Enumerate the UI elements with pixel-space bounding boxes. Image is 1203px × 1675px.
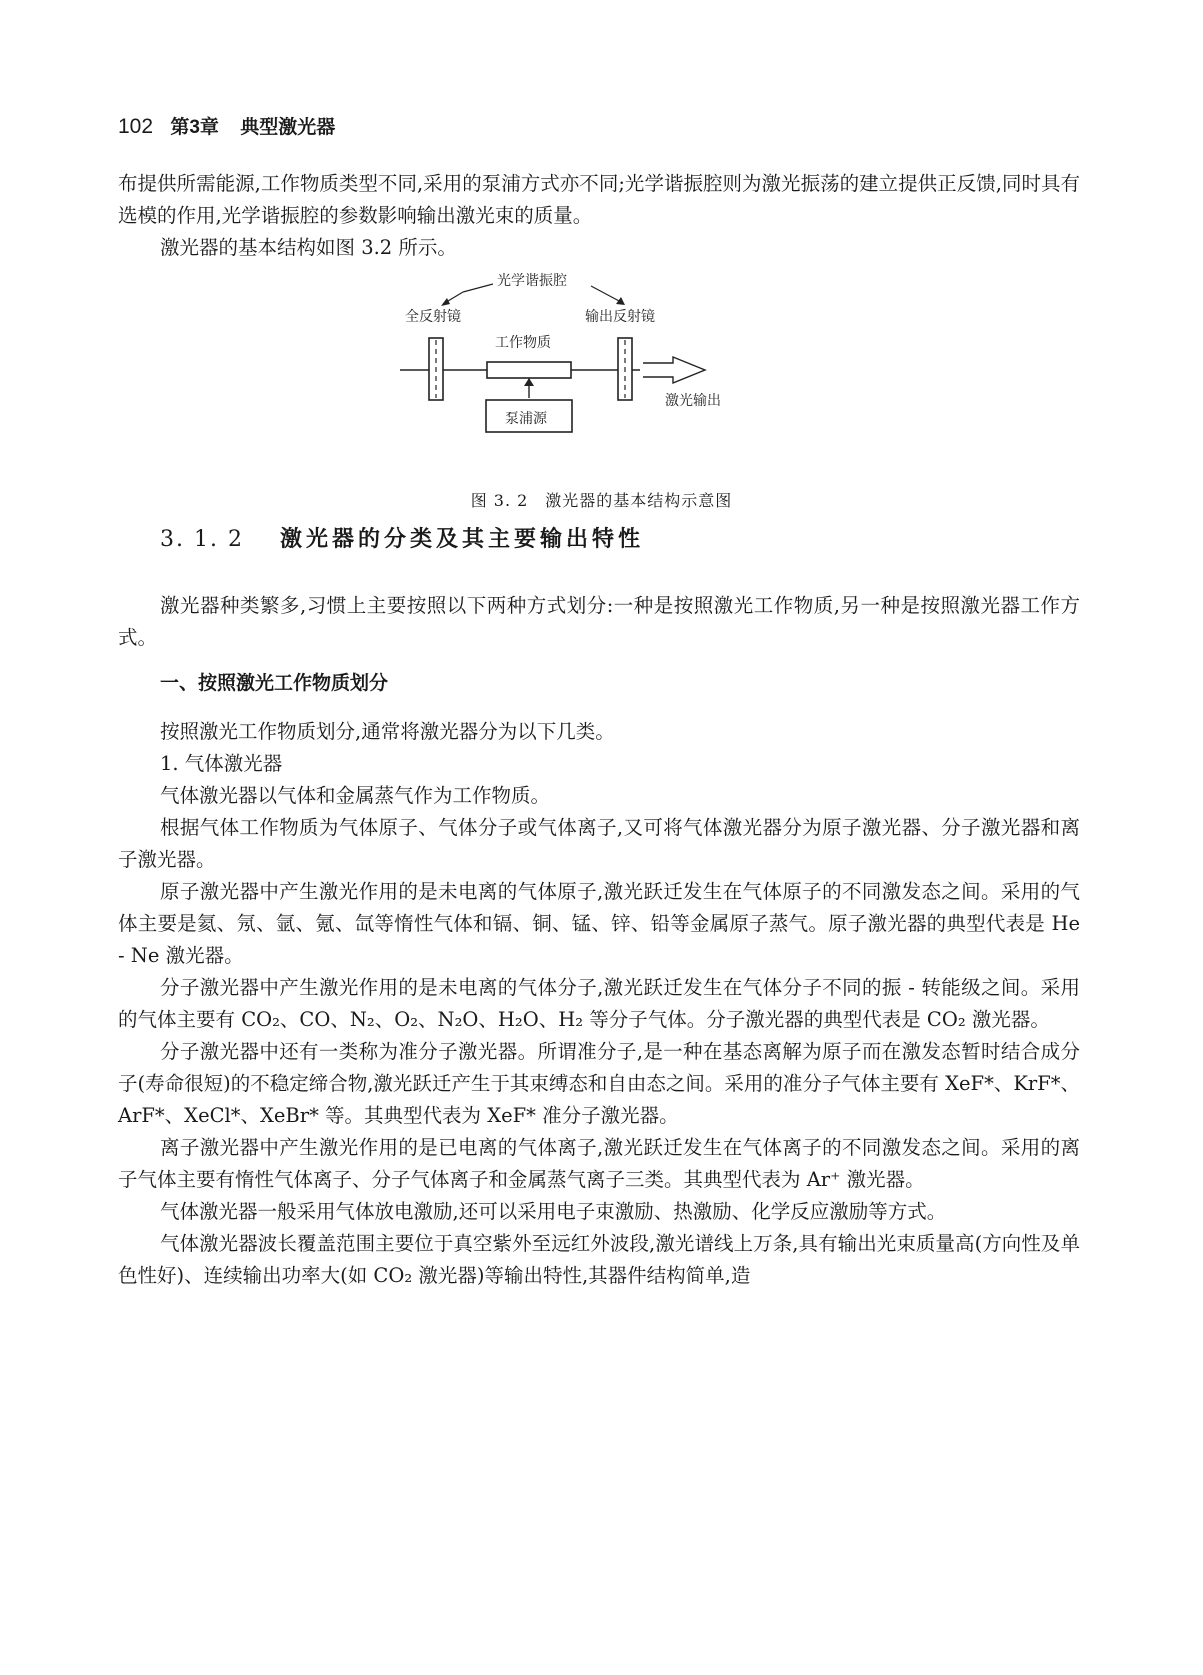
paragraph: 气体激光器波长覆盖范围主要位于真空紫外至远红外波段,激光谱线上万条,具有输出光束质量高(方向性及单色性好)、连续输出功率大(如 CO₂ 激光器)等输出特性,其器件结构简单,造 [118, 1232, 1080, 1287]
laser-output-arrow [643, 357, 705, 383]
label-resonator: 光学谐振腔 [497, 273, 567, 289]
paragraph: 激光器的基本结构如图 3.2 所示。 [160, 236, 457, 259]
chapter-title: 典型激光器 [240, 117, 336, 138]
paragraph: 布提供所需能源,工作物质类型不同,采用的泵浦方式亦不同;光学谐振腔则为激光振荡的建立提供正反馈,同时具有选模的作用,光学谐振腔的参数影响输出激光束的质量。 [118, 172, 1080, 227]
section-number: 3. 1. 2 [160, 527, 244, 552]
intro-text [118, 168, 1080, 264]
label-full-mirror: 全反射镜 [405, 309, 461, 325]
chapter-number: 第3章 [170, 117, 219, 138]
gain-medium [487, 362, 571, 378]
paragraph: 气体激光器一般采用气体放电激励,还可以采用电子束激励、热激励、化学反应激励等方式。 [160, 1200, 947, 1223]
paragraph: 根据气体工作物质为气体原子、气体分子或气体离子,又可将气体激光器分为原子激光器、分子激光器和离子激光器。 [118, 816, 1080, 871]
paragraph: 1. 气体激光器 [160, 752, 283, 775]
figure-caption: 图 3. 2 激光器的基本结构示意图 [470, 491, 733, 510]
label-output: 激光输出 [665, 393, 721, 409]
label-output-mirror: 输出反射镜 [585, 309, 655, 325]
page-number: 102 [118, 115, 154, 138]
label-medium: 工作物质 [495, 335, 551, 351]
section-intro: 激光器种类繁多,习惯上主要按照以下两种方式划分:一种是按照激光工作物质,另一种是按照激光器工作方式。 [118, 594, 1080, 649]
paragraph: 原子激光器中产生激光作用的是未电离的气体原子,激光跃迁发生在气体原子的不同激发态之间。采用的气体主要是氦、氖、氩、氪、氙等惰性气体和镉、铜、锰、锌、铅等金属原子蒸气。原子激光器的典型代表是 He - Ne 激光器。 [118, 880, 1080, 967]
section-heading [160, 522, 644, 553]
paragraph: 分子激光器中还有一类称为准分子激光器。所谓准分子,是一种在基态离解为原子而在激发态暂时结合成分子(寿命很短)的不稳定缔合物,激光跃迁产生于其束缚态和自由态之间。采用的准分子气体主要有 XeF*、KrF*、ArF*、XeCl*、XeBr* 等。其典型代表为 XeF* 准分子激光器。 [118, 1040, 1080, 1127]
subheading: 一、按照激光工作物质划分 [160, 672, 389, 694]
paragraph: 按照激光工作物质划分,通常将激光器分为以下几类。 [160, 720, 615, 743]
page-header [118, 112, 335, 139]
label-pump: 泵浦源 [505, 411, 547, 427]
paragraph: 气体激光器以气体和金属蒸气作为工作物质。 [160, 784, 551, 807]
paragraph: 离子激光器中产生激光作用的是已电离的气体离子,激光跃迁发生在气体离子的不同激发态之间。采用的离子气体主要有惰性气体离子、分子气体离子和金属蒸气离子三类。其典型代表为 Ar⁺ 激光器。 [118, 1136, 1080, 1191]
section-title: 激光器的分类及其主要输出特性 [279, 527, 644, 552]
paragraph: 分子激光器中产生激光作用的是未电离的气体分子,激光跃迁发生在气体分子不同的振 - 转能级之间。采用的气体主要有 CO₂、CO、N₂、O₂、N₂O、H₂O、H₂ 等分子气体。分子激光器的典型代表是 CO₂ 激光器。 [118, 976, 1080, 1031]
laser-structure-figure [395, 273, 795, 482]
body-text [118, 716, 1080, 1292]
